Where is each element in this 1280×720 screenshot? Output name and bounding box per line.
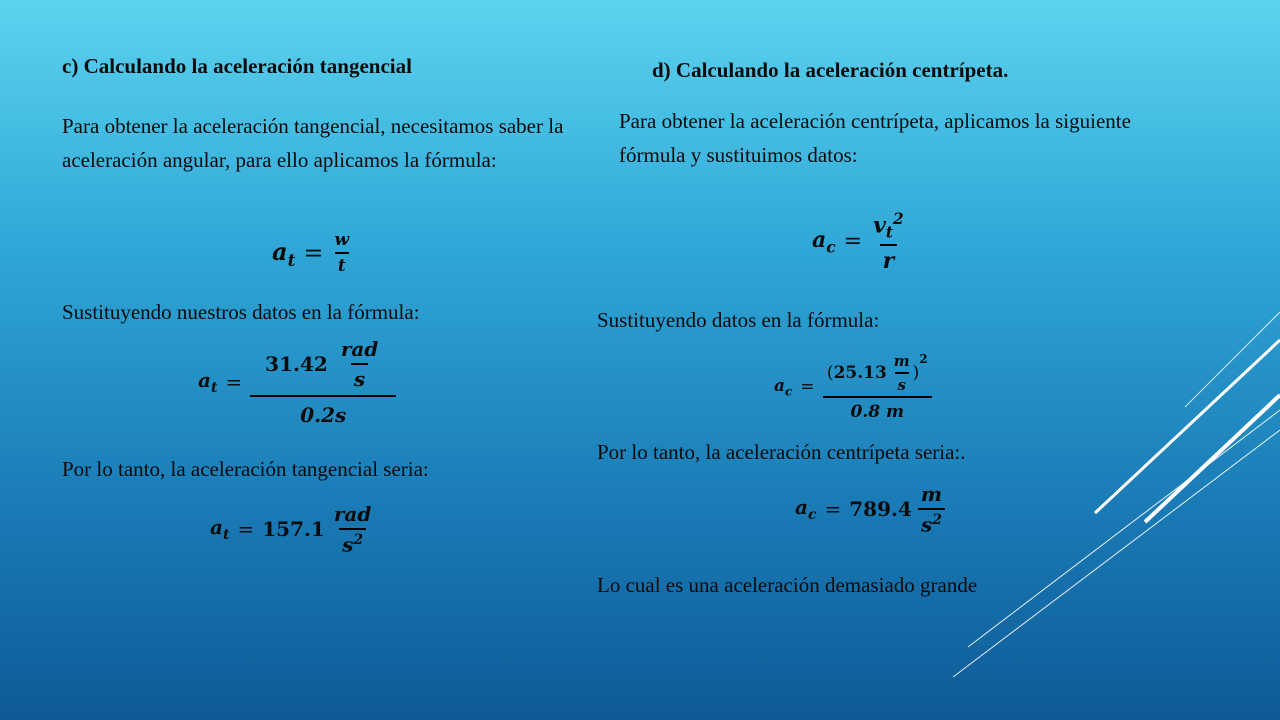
main-fraction: 31.42 $\frac{\text{rad}}{s}$ 0.2s [250,337,396,427]
left-substitution-text: Sustituyendo nuestros datos en la fórmula: [62,300,420,324]
equals-sign: = [303,239,324,267]
centripetal-substitution-formula [774,352,932,422]
formula-lhs: $a_t$ [210,515,230,544]
formula-lhs: $a_c$ [795,495,817,524]
main-fraction: ( 25.13 $\frac{m}{s}$ ) $^2$ 0.8 m [823,352,932,422]
equals-sign: = [824,497,842,522]
result-value: 157.1 [262,517,325,542]
tangential-formula [272,230,352,276]
fraction: $\frac{v_t^2}{r}$ [873,210,904,274]
formula-lhs: $a_c$ [774,375,793,399]
centripetal-result-formula [795,482,945,537]
right-final-text: Lo cual es una aceleración demasiado grande [597,573,978,597]
right-heading: d) Calculando la aceleración centrípeta. [652,58,1009,82]
equals-sign: = [800,377,815,397]
fraction: $\frac{w}{t}$ [334,230,350,276]
right-substitution-text: Sustituyendo datos en la fórmula: [597,308,880,332]
equals-sign: = [225,370,243,394]
centripetal-formula [812,210,907,274]
tangential-result-formula [210,502,374,557]
unit-fraction: $\frac{m}{s^2}$ [918,482,945,537]
equals-sign: = [237,517,255,542]
unit-fraction: $\frac{\text{rad}}{s}$ [340,337,379,391]
right-intro: Para obtener la aceleración centrípeta, aplicamos la siguiente fórmula y sustituimos datos: [619,109,1131,167]
left-conclusion-text: Por lo tanto, la aceleración tangencial seria: [62,457,429,481]
formula-lhs: $a_c$ [812,227,836,257]
formula-lhs: $a_t$ [198,368,218,396]
right-conclusion-text: Por lo tanto, la aceleración centrípeta seria:. [597,440,966,464]
equals-sign: = [843,229,863,255]
left-heading: c) Calculando la aceleración tangencial [62,54,412,78]
unit-fraction: $\frac{m}{s}$ [893,352,910,394]
unit-fraction: $\frac{\text{rad}}{s^2}$ [333,502,372,557]
result-value: 789.4 [849,497,912,522]
tangential-substitution-formula [198,337,396,427]
formula-lhs: $a_t$ [272,236,296,270]
left-intro: Para obtener la aceleración tangencial, necesitamos saber la aceleración angular, para ello aplicamos la fórmula: [62,114,564,172]
